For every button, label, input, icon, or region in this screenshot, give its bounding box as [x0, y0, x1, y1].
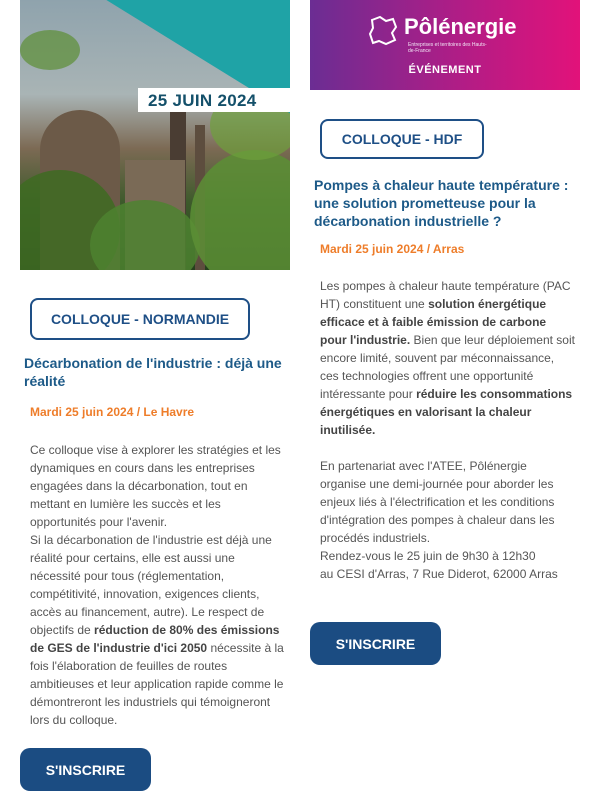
description-paragraph: [30, 531, 286, 729]
tag-colloque-hdf[interactable]: COLLOQUE - HDF: [320, 119, 484, 159]
hero-image-industrial-site: [20, 0, 290, 270]
description-paragraph: au CESI d'Arras, 7 Rue Diderot, 62000 Arras: [320, 567, 558, 581]
hero-date-label: 25 JUIN 2024: [148, 91, 257, 110]
event-card-hdf: [310, 0, 580, 652]
hauts-de-france-map-icon: [366, 14, 400, 48]
foliage-shape: [190, 150, 290, 270]
brand-tagline: Entreprises et territoires des Hauts-de-France: [408, 42, 487, 54]
event-label: ÉVÉNEMENT: [408, 64, 482, 76]
tag-colloque-normandie[interactable]: COLLOQUE - NORMANDIE: [30, 298, 250, 340]
polenergie-banner: [310, 0, 580, 90]
event-description-normandie: [30, 441, 286, 729]
description-text: Les pompes à chaleur haute température (PAC HT) constituent une: [320, 279, 571, 311]
event-card-normandie: [20, 0, 290, 778]
description-text: nécessite à la fois l'élaboration de feuilles de routes ambitieuses et leur application rapide comme le démontreront les industriels qui témoigneront lors du colloque.: [30, 641, 284, 727]
event-title-normandie[interactable]: Décarbonation de l'industrie : déjà une réalité: [24, 355, 282, 389]
register-button-hdf[interactable]: S'INSCRIRE: [310, 622, 441, 665]
description-text: Si la décarbonation de l'industrie est déjà une réalité pour certains, elle est aussi une nécessité pour tous (réglementation, compétitivité, innovation, exigences clients, accès au financement, autre). Le respect de objectifs de: [30, 533, 272, 637]
brand-name: Pôlénergie: [404, 14, 517, 39]
description-paragraph: En partenariat avec l'ATEE, Pôlénergie organise une demi-journée pour aborder les enjeux liés à l'électrification et les conditions d'intégration des pompes à chaleur dans les procédés industriels.: [320, 459, 555, 545]
description-text: Bien que leur déploiement soit encore limité, souvent par méconnaissance, ces technologies offrent une opportunité intéressante pour: [320, 333, 575, 401]
foliage-shape: [20, 30, 80, 70]
event-description-hdf: [320, 277, 576, 583]
description-paragraph: Rendez-vous le 25 juin de 9h30 à 12h30: [320, 549, 536, 563]
event-date-location-hdf: Mardi 25 juin 2024 / Arras: [320, 242, 465, 256]
description-highlight: solution énergétique efficace et à faible émission de carbone pour l'industrie.: [320, 297, 547, 347]
description-paragraph: [320, 277, 576, 439]
register-button-normandie[interactable]: S'INSCRIRE: [20, 748, 151, 791]
description-highlight: réduire les consommations énergétiques en valorisant la chaleur inutilisée.: [320, 387, 573, 437]
event-date-location-normandie: Mardi 25 juin 2024 / Le Havre: [30, 405, 195, 419]
description-paragraph: Ce colloque vise à explorer les stratégies et les dynamiques en cours dans les entreprises engagées dans la décarbonation, tout en mettant en lumière les succès et les opportunités pour l'avenir.: [30, 443, 281, 529]
event-title-hdf[interactable]: Pompes à chaleur haute température : une solution prometteuse pour la décarbonation industrielle ?: [314, 177, 569, 229]
description-highlight: réduction de 80% des émissions de GES de l'industrie d'ici 2050: [30, 623, 280, 655]
